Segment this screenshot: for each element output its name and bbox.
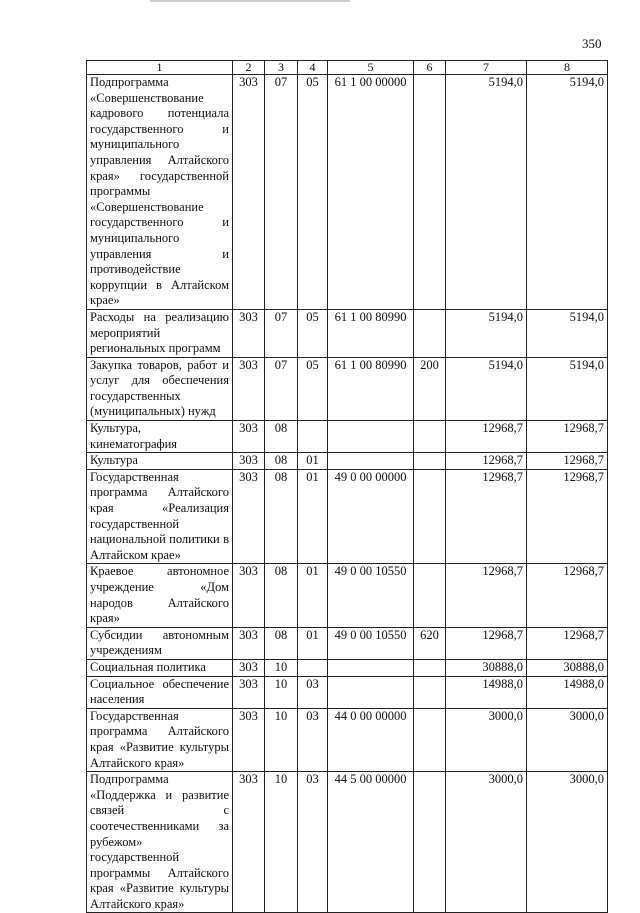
section-code-cell: 10: [265, 708, 298, 771]
table-row: [87, 676, 608, 708]
amount-year2-cell: 5194,0: [527, 75, 608, 310]
target-article-cell: 61 1 00 80990: [328, 357, 414, 420]
page-number: 350: [582, 36, 602, 51]
item-name-cell: Социальное обеспечение населения: [87, 676, 233, 708]
target-article-cell: 61 1 00 00000: [328, 75, 414, 310]
target-article-cell: 44 0 00 00000: [328, 708, 414, 771]
column-number-4: 4: [298, 61, 328, 75]
section-code-cell: 10: [265, 772, 298, 913]
table-row: [87, 708, 608, 771]
amount-year2-cell: 5194,0: [527, 357, 608, 420]
section-code-cell: 08: [265, 564, 298, 627]
table-row: [87, 659, 608, 676]
amount-year2-cell: 3000,0: [527, 708, 608, 771]
subsection-code-cell: 05: [298, 75, 328, 310]
expense-type-cell: [414, 772, 446, 913]
item-name-cell: Культура: [87, 453, 233, 470]
subsection-code-cell: 01: [298, 453, 328, 470]
column-number-row: [87, 61, 608, 75]
table-row: [87, 75, 608, 310]
expense-type-cell: [414, 75, 446, 310]
target-article-cell: [328, 659, 414, 676]
expense-type-cell: [414, 309, 446, 357]
target-article-cell: 61 1 00 80990: [328, 309, 414, 357]
table-row: [87, 453, 608, 470]
amount-year1-cell: 12968,7: [446, 627, 527, 659]
amount-year1-cell: 12968,7: [446, 564, 527, 627]
column-number-1: 1: [87, 61, 233, 75]
section-code-cell: 07: [265, 309, 298, 357]
column-number-8: 8: [527, 61, 608, 75]
item-name-cell: Субсидии автономным учреждениям: [87, 627, 233, 659]
subsection-code-cell: 03: [298, 676, 328, 708]
column-number-5: 5: [328, 61, 414, 75]
subsection-code-cell: 01: [298, 469, 328, 564]
target-article-cell: [328, 676, 414, 708]
amount-year1-cell: 5194,0: [446, 75, 527, 310]
target-article-cell: 49 0 00 10550: [328, 564, 414, 627]
ministry-code-cell: 303: [233, 772, 265, 913]
subsection-code-cell: 05: [298, 309, 328, 357]
subsection-code-cell: 05: [298, 357, 328, 420]
section-code-cell: 08: [265, 421, 298, 453]
item-name-cell: Краевое автономное учреждение «Дом народов Алтайского края»: [87, 564, 233, 627]
amount-year1-cell: 30888,0: [446, 659, 527, 676]
item-name-cell: Подпрограмма «Поддержка и развитие связей с соотечественниками за рубежом» государственной программы Алтайского края «Развитие культуры Алтайского края»: [87, 772, 233, 913]
subsection-code-cell: 03: [298, 772, 328, 913]
amount-year2-cell: 12968,7: [527, 627, 608, 659]
amount-year2-cell: 12968,7: [527, 564, 608, 627]
amount-year2-cell: 12968,7: [527, 421, 608, 453]
table-row: [87, 357, 608, 420]
section-code-cell: 10: [265, 676, 298, 708]
ministry-code-cell: 303: [233, 357, 265, 420]
section-code-cell: 08: [265, 469, 298, 564]
item-name-cell: Государственная программа Алтайского края «Развитие культуры Алтайского края»: [87, 708, 233, 771]
ministry-code-cell: 303: [233, 75, 265, 310]
table-row: [87, 627, 608, 659]
amount-year1-cell: 5194,0: [446, 309, 527, 357]
target-article-cell: [328, 421, 414, 453]
column-number-7: 7: [446, 61, 527, 75]
ministry-code-cell: 303: [233, 627, 265, 659]
ministry-code-cell: 303: [233, 421, 265, 453]
item-name-cell: Культура, кинематография: [87, 421, 233, 453]
column-number-2: 2: [233, 61, 265, 75]
table-row: [87, 469, 608, 564]
scan-artifact: [150, 0, 350, 2]
subsection-code-cell: 03: [298, 708, 328, 771]
amount-year2-cell: 14988,0: [527, 676, 608, 708]
section-code-cell: 07: [265, 357, 298, 420]
target-article-cell: 49 0 00 10550: [328, 627, 414, 659]
amount-year2-cell: 5194,0: [527, 309, 608, 357]
ministry-code-cell: 303: [233, 659, 265, 676]
table-row: [87, 564, 608, 627]
table-row: [87, 772, 608, 913]
item-name-cell: Подпрограмма «Совершенствование кадрового потенциала государственного и муниципального управления Алтайского края» государственной программы «Совершенствование государственного и муниципального управления и противодействие коррупции в Алтайском крае»: [87, 75, 233, 310]
expense-type-cell: [414, 708, 446, 771]
target-article-cell: 44 5 00 00000: [328, 772, 414, 913]
ministry-code-cell: 303: [233, 453, 265, 470]
amount-year1-cell: 5194,0: [446, 357, 527, 420]
amount-year1-cell: 12968,7: [446, 453, 527, 470]
expense-type-cell: 620: [414, 627, 446, 659]
section-code-cell: 08: [265, 627, 298, 659]
expense-type-cell: [414, 469, 446, 564]
section-code-cell: 10: [265, 659, 298, 676]
amount-year1-cell: 12968,7: [446, 469, 527, 564]
subsection-code-cell: [298, 659, 328, 676]
item-name-cell: Закупка товаров, работ и услуг для обеспечения государственных (муниципальных) нужд: [87, 357, 233, 420]
ministry-code-cell: 303: [233, 708, 265, 771]
item-name-cell: Государственная программа Алтайского края «Реализация государственной национальной политики в Алтайском крае»: [87, 469, 233, 564]
expense-type-cell: [414, 421, 446, 453]
ministry-code-cell: 303: [233, 309, 265, 357]
expense-type-cell: [414, 453, 446, 470]
subsection-code-cell: [298, 421, 328, 453]
ministry-code-cell: 303: [233, 564, 265, 627]
amount-year1-cell: 3000,0: [446, 708, 527, 771]
subsection-code-cell: 01: [298, 627, 328, 659]
item-name-cell: Социальная политика: [87, 659, 233, 676]
section-code-cell: 08: [265, 453, 298, 470]
budget-table: [86, 60, 608, 913]
expense-type-cell: [414, 676, 446, 708]
target-article-cell: 49 0 00 00000: [328, 469, 414, 564]
column-number-3: 3: [265, 61, 298, 75]
ministry-code-cell: 303: [233, 676, 265, 708]
amount-year1-cell: 3000,0: [446, 772, 527, 913]
target-article-cell: [328, 453, 414, 470]
amount-year1-cell: 14988,0: [446, 676, 527, 708]
amount-year2-cell: 12968,7: [527, 469, 608, 564]
expense-type-cell: [414, 564, 446, 627]
section-code-cell: 07: [265, 75, 298, 310]
expense-type-cell: [414, 659, 446, 676]
amount-year2-cell: 30888,0: [527, 659, 608, 676]
column-number-6: 6: [414, 61, 446, 75]
amount-year2-cell: 3000,0: [527, 772, 608, 913]
amount-year2-cell: 12968,7: [527, 453, 608, 470]
ministry-code-cell: 303: [233, 469, 265, 564]
table-row: [87, 309, 608, 357]
table-row: [87, 421, 608, 453]
expense-type-cell: 200: [414, 357, 446, 420]
item-name-cell: Расходы на реализацию мероприятий региональных программ: [87, 309, 233, 357]
table-body: [87, 61, 608, 913]
subsection-code-cell: 01: [298, 564, 328, 627]
amount-year1-cell: 12968,7: [446, 421, 527, 453]
